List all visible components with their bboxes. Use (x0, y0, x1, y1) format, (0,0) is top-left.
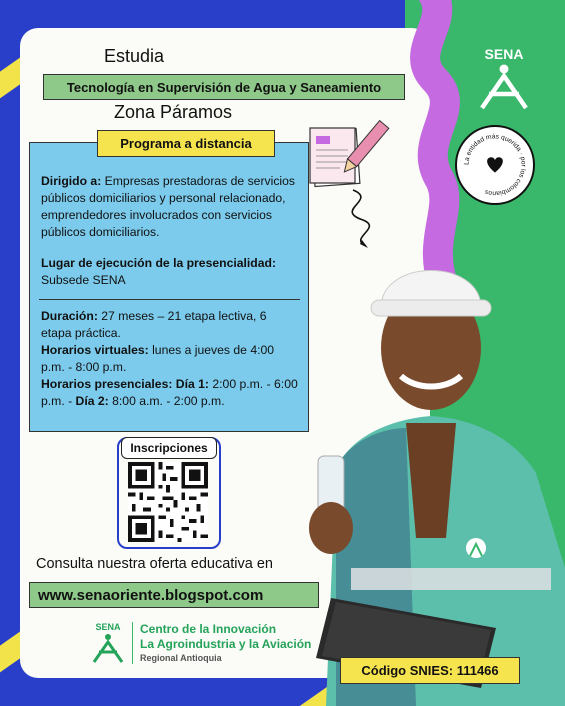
snies-code: Código SNIES: 111466 (361, 663, 499, 678)
entidad-querida-badge (455, 125, 535, 205)
duracion-text: 27 meses – 21 etapa lectiva, 6 etapa práctica. (41, 309, 267, 340)
blog-url-link[interactable]: www.senaoriente.blogspot.com (38, 586, 264, 604)
lugar-paragraph (41, 255, 298, 289)
sena-footer-logo-icon (86, 620, 130, 664)
virtuales-text: lunes a jueves de 4:00 p.m. - 8:00 p.m. (41, 343, 275, 374)
badge-text: La entidad más querida · por los colombianos (463, 133, 527, 197)
snies-code-badge (340, 657, 520, 684)
lugar-text: Subsede SENA (41, 273, 126, 287)
program-name-bar (43, 74, 405, 100)
sena-logo-text: SENA (484, 46, 524, 62)
divider (39, 299, 300, 300)
virtuales-paragraph (41, 342, 298, 376)
footer-logo-text: SENA (95, 622, 121, 632)
footer-divider (132, 622, 133, 664)
heart-icon (487, 157, 503, 172)
info-box (29, 142, 309, 432)
center-name-line-2: La Agroindustria y la Aviación (140, 637, 312, 651)
virtuales-label: Horarios virtuales: (41, 343, 149, 357)
badge-graphic (457, 127, 533, 203)
regional-label: Regional Antioquia (140, 653, 222, 663)
presenciales-text-1: 2:00 p.m. - 6:00 p.m. - (41, 377, 298, 408)
dirigido-text: Empresas prestadoras de servicios públicos domiciliarios y personal relacionado, emprendedores involucrados con servicios públicos domiciliarios. (41, 174, 295, 239)
dirigido-paragraph (41, 173, 298, 241)
duracion-label: Duración: (41, 309, 98, 323)
presenciales-label: Horarios presenciales: Día 1: (41, 377, 209, 391)
dia2-label: Día 2: (75, 394, 109, 408)
dirigido-label: Dirigido a: (41, 174, 102, 188)
sena-logo-icon (470, 44, 538, 112)
consulta-text: Consulta nuestra oferta educativa en (36, 556, 273, 572)
lugar-label: Lugar de ejecución de la presencialidad: (41, 256, 277, 270)
program-name: Tecnología en Supervisión de Agua y Saneamiento (66, 79, 382, 95)
notebook-pencil-illustration-icon (308, 120, 398, 250)
presenciales-paragraph (41, 376, 298, 410)
modality-label: Programa a distancia (120, 136, 252, 151)
url-bar[interactable] (29, 582, 319, 608)
estudia-heading: Estudia (104, 46, 165, 66)
center-name-line-1: Centro de la Innovación (140, 622, 277, 636)
modality-badge (97, 130, 275, 157)
qr-code-icon[interactable] (128, 462, 208, 542)
presenciales-text-2: 8:00 a.m. - 2:00 p.m. (108, 394, 225, 408)
inscripciones-label: Inscripciones (121, 437, 217, 459)
duracion-paragraph (41, 308, 298, 342)
worker-photo (296, 238, 565, 706)
zona-heading: Zona Páramos (114, 102, 233, 122)
